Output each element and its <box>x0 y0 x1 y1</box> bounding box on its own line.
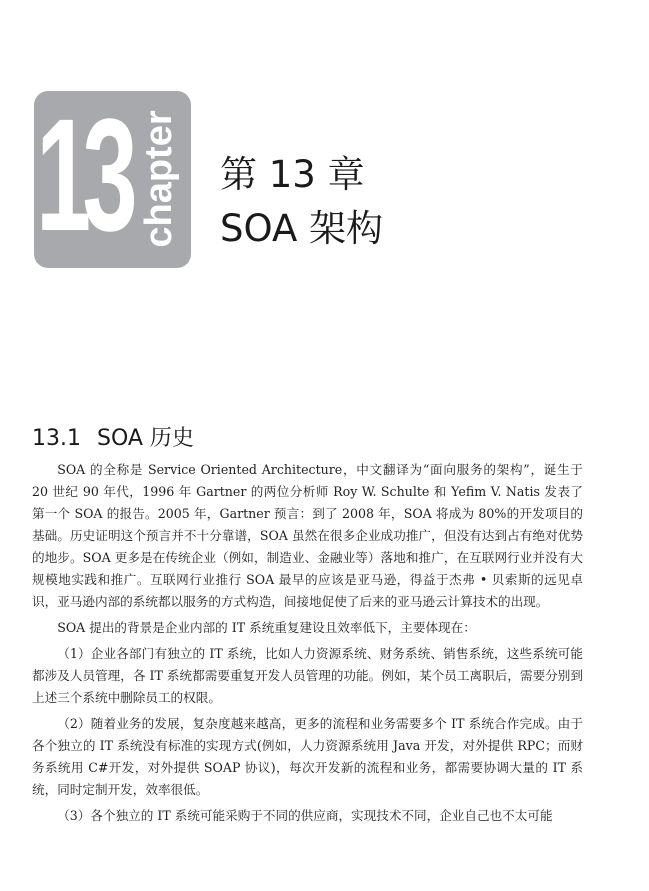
paragraph: （2）随着业务的发展，复杂度越来越高，更多的流程和业务需要多个 IT 系统合作完成。由于各个独立的 IT 系统没有标准的实现方式(例如，人力资源系统用 Java 开发，对外提供 RPC；而财务系统用 C#开发，对外提供 SOAP 协议)，每次开发新的流程和业务，都需要协调大量的 IT 系统，同时定制开发，效率很低。 <box>32 716 583 797</box>
chapter-badge <box>34 91 191 268</box>
chapter-badge-number: 13 <box>36 91 129 264</box>
section-title: SOA 历史 <box>96 426 194 451</box>
chapter-number-line: 第 13 章 <box>220 153 365 196</box>
chapter-badge-word: chapter <box>138 110 180 248</box>
section-number: 13.1 <box>32 426 81 451</box>
section-heading <box>32 421 194 452</box>
body-text <box>32 459 583 831</box>
paragraph: （3）各个独立的 IT 系统可能采购于不同的供应商，实现技术不同，企业自己也不太可能 <box>57 808 553 823</box>
paragraph: SOA 提出的背景是企业内部的 IT 系统重复建设且效率低下，主要体现在： <box>57 620 476 635</box>
chapter-heading <box>220 148 383 255</box>
chapter-title: SOA 架构 <box>220 206 384 250</box>
paragraph: （1）企业各部门有独立的 IT 系统，比如人力资源系统、财务系统、销售系统，这些系统可能都涉及人员管理，各 IT 系统都需要重复开发人员管理的功能。例如，某个员工离职后，需要分别到上述三个系统中删除员工的权限。 <box>32 646 583 705</box>
paragraph: SOA 的全称是 Service Oriented Architecture，中文翻译为“面向服务的架构”，诞生于 20 世纪 90 年代，1996 年 Gartner 的两位分析师 Roy W. Schulte 和 Yefim V. Natis 发表了第一个 SOA 的报告。2005 年，Gartner 预言：到了 2008 年，SOA 将成为 80%的开发项目的基础。历史证明这个预言并不十分靠谱，SOA 虽然在很多企业成功推广，但没有达到占有绝对优势的地步。SOA 更多是在传统企业（例如，制造业、金融业等）落地和推广，在互联网行业并没有大规模地实践和推广。互联网行业推行 SOA 最早的应该是亚马逊，得益于杰弗 • 贝索斯的远见卓识，亚马逊内部的系统都以服务的方式构造，间接地促使了后来的亚马逊云计算技术的出现。 <box>32 462 583 609</box>
